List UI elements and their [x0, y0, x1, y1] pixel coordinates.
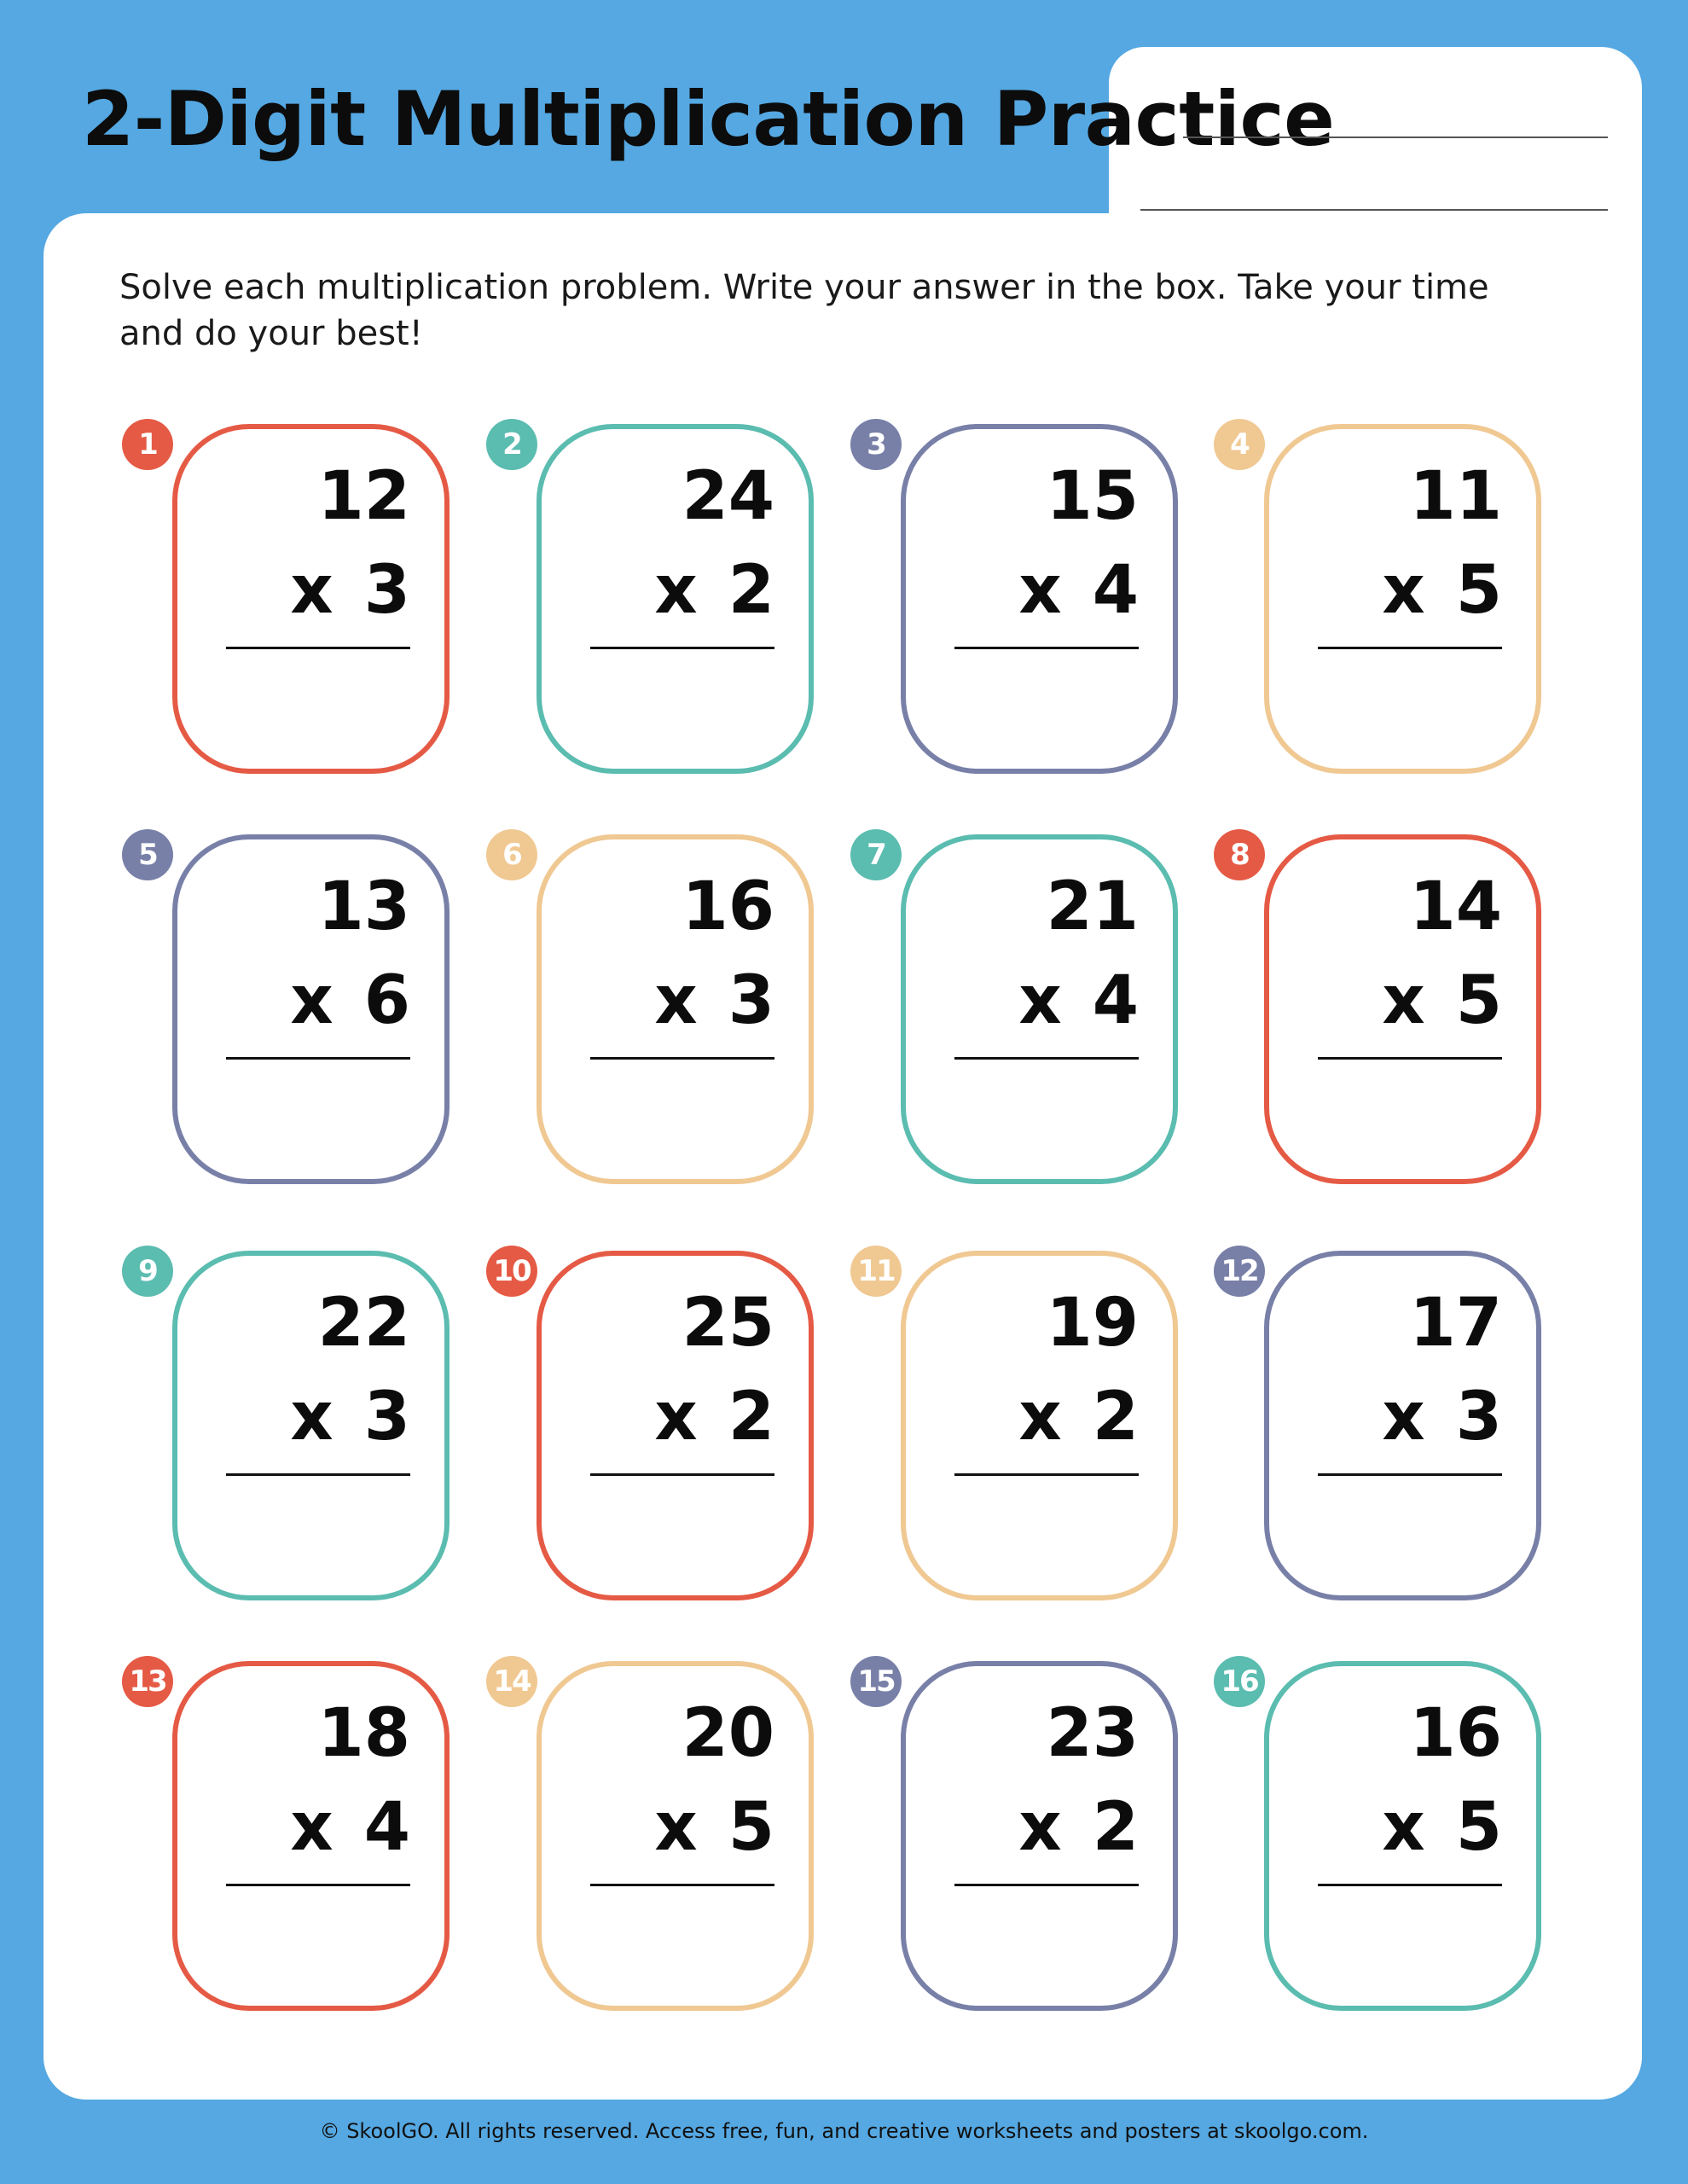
problem-card[interactable] — [1264, 1661, 1541, 2011]
multiplier-row — [906, 552, 1139, 629]
answer-line — [226, 647, 410, 649]
answer-line — [954, 1057, 1139, 1060]
multiplier: 5 — [1455, 552, 1502, 629]
problem-number-badge: 5 — [122, 829, 173, 880]
multiplier-row — [1269, 1789, 1502, 1866]
multiplicand: 21 — [1046, 868, 1139, 945]
multiplicand: 13 — [317, 868, 410, 945]
problem-card[interactable] — [537, 1251, 814, 1600]
multiplier-row — [1269, 1379, 1502, 1455]
problem-card[interactable] — [1264, 834, 1541, 1184]
problem-card[interactable] — [901, 834, 1178, 1184]
footer-copyright: © SkoolGO. All rights reserved. Access free, fun, and creative worksheets and posters at skoolgo.com. — [319, 2119, 1369, 2143]
answer-line — [954, 1473, 1139, 1476]
multiplicand: 14 — [1409, 868, 1502, 945]
multiply-sign: x — [654, 1379, 698, 1455]
problem-number-badge: 7 — [850, 829, 902, 880]
problem-number-badge: 14 — [486, 1656, 537, 1707]
problem-card[interactable] — [172, 834, 450, 1184]
multiply-sign: x — [1382, 552, 1425, 629]
answer-line — [590, 1057, 774, 1060]
multiplier-row — [542, 552, 774, 629]
name-field-line[interactable] — [1183, 136, 1608, 138]
multiplier: 3 — [363, 552, 410, 629]
multiplier-row — [906, 962, 1139, 1039]
multiplicand: 17 — [1409, 1285, 1502, 1362]
answer-line — [226, 1884, 410, 1886]
multiply-sign: x — [290, 1379, 334, 1455]
answer-line — [226, 1057, 410, 1060]
multiplier: 2 — [1092, 1379, 1139, 1455]
answer-line — [1318, 1884, 1502, 1886]
multiplier-row — [177, 1789, 410, 1866]
multiply-sign: x — [290, 962, 334, 1039]
problem-card[interactable] — [537, 424, 814, 774]
problem-card[interactable] — [537, 834, 814, 1184]
instructions-text: Solve each multiplication problem. Write your answer in the box. Take your time and do your best! — [119, 268, 1489, 353]
problem-number-badge: 13 — [122, 1656, 173, 1707]
multiply-sign: x — [1018, 1379, 1062, 1455]
multiplier-row — [542, 1379, 774, 1455]
problem-card[interactable] — [172, 1661, 450, 2011]
multiplier-row — [177, 1379, 410, 1455]
page-title: 2-Digit Multiplication Practice — [82, 75, 1335, 163]
multiplicand: 15 — [1046, 458, 1139, 535]
multiply-sign: x — [290, 1789, 334, 1866]
multiplier: 2 — [1092, 1789, 1139, 1866]
answer-line — [226, 1473, 410, 1476]
answer-line — [1318, 1057, 1502, 1060]
multiplier: 4 — [1092, 962, 1139, 1039]
answer-line — [954, 647, 1139, 649]
multiply-sign: x — [1382, 962, 1425, 1039]
multiply-sign: x — [290, 552, 334, 629]
problem-number-badge: 8 — [1214, 829, 1265, 880]
problem-card[interactable] — [901, 1661, 1178, 2011]
answer-line — [1318, 1473, 1502, 1476]
multiply-sign: x — [1018, 1789, 1062, 1866]
multiplicand: 22 — [317, 1285, 410, 1362]
problem-number-badge: 4 — [1214, 419, 1265, 470]
answer-line — [954, 1884, 1139, 1886]
problem-number-badge: 1 — [122, 419, 173, 470]
multiplicand: 16 — [682, 868, 774, 945]
multiplier-row — [906, 1379, 1139, 1455]
multiplier: 5 — [1455, 962, 1502, 1039]
problem-number-badge: 16 — [1214, 1656, 1265, 1707]
multiplier-row — [542, 1789, 774, 1866]
multiplier-row — [177, 962, 410, 1039]
problem-card[interactable] — [537, 1661, 814, 2011]
multiplicand: 25 — [682, 1285, 774, 1362]
answer-line — [590, 647, 774, 649]
multiplicand: 12 — [317, 458, 410, 535]
multiplicand: 24 — [682, 458, 774, 535]
problem-card[interactable] — [172, 1251, 450, 1600]
multiply-sign: x — [654, 962, 698, 1039]
multiplier-row — [177, 552, 410, 629]
date-field-line[interactable] — [1140, 209, 1608, 211]
multiply-sign: x — [654, 1789, 698, 1866]
problem-card[interactable] — [1264, 1251, 1541, 1600]
problem-card[interactable] — [901, 424, 1178, 774]
multiplicand: 11 — [1409, 458, 1502, 535]
problem-card[interactable] — [901, 1251, 1178, 1600]
multiplier-row — [906, 1789, 1139, 1866]
multiplier: 4 — [363, 1789, 410, 1866]
multiplier-row — [1269, 552, 1502, 629]
problem-number-badge: 6 — [486, 829, 537, 880]
problem-number-badge: 11 — [850, 1246, 902, 1297]
multiplier: 3 — [1455, 1379, 1502, 1455]
answer-line — [590, 1473, 774, 1476]
multiply-sign: x — [1018, 962, 1062, 1039]
problem-number-badge: 9 — [122, 1246, 173, 1297]
multiplier: 3 — [363, 1379, 410, 1455]
multiplicand: 23 — [1046, 1695, 1139, 1772]
multiplier: 3 — [728, 962, 774, 1039]
problem-number-badge: 12 — [1214, 1246, 1265, 1297]
answer-line — [590, 1884, 774, 1886]
multiplier: 4 — [1092, 552, 1139, 629]
problem-number-badge: 3 — [850, 419, 902, 470]
multiplier-row — [1269, 962, 1502, 1039]
multiplier: 2 — [728, 1379, 774, 1455]
multiplier: 5 — [728, 1789, 774, 1866]
answer-line — [1318, 647, 1502, 649]
multiplicand: 18 — [317, 1695, 410, 1772]
multiplier: 5 — [1455, 1789, 1502, 1866]
multiplicand: 20 — [682, 1695, 774, 1772]
multiply-sign: x — [1382, 1379, 1425, 1455]
problem-number-badge: 10 — [486, 1246, 537, 1297]
multiplier: 6 — [363, 962, 410, 1039]
problem-number-badge: 2 — [486, 419, 537, 470]
problem-card[interactable] — [1264, 424, 1541, 774]
multiplicand: 16 — [1409, 1695, 1502, 1772]
problem-number-badge: 15 — [850, 1656, 902, 1707]
multiplier: 2 — [728, 552, 774, 629]
multiply-sign: x — [1018, 552, 1062, 629]
multiplier-row — [542, 962, 774, 1039]
multiply-sign: x — [1382, 1789, 1425, 1866]
multiplicand: 19 — [1046, 1285, 1139, 1362]
multiply-sign: x — [654, 552, 698, 629]
problem-card[interactable] — [172, 424, 450, 774]
